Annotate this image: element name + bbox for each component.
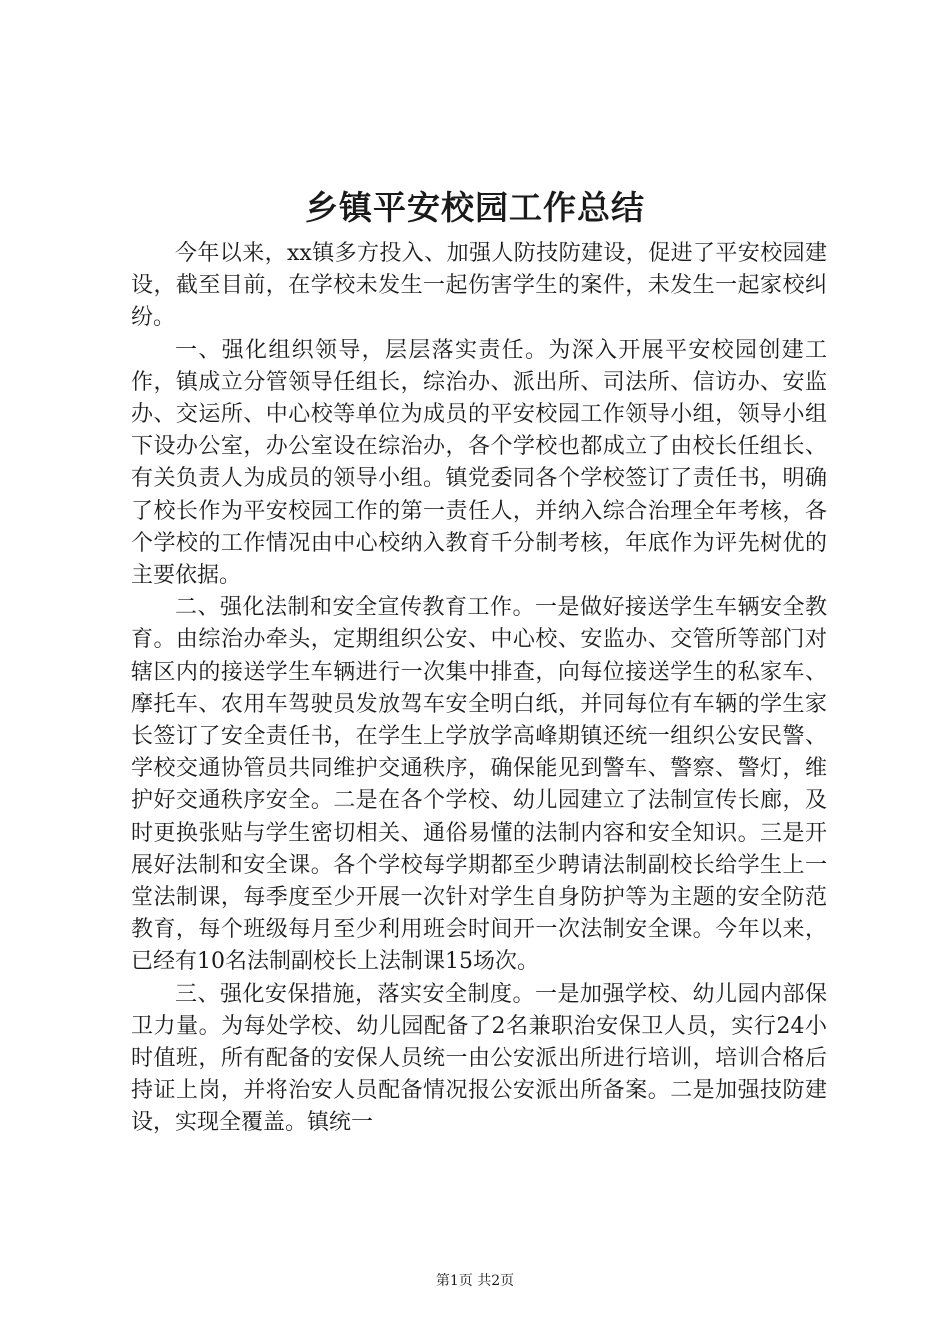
page-footer: 第1页 共2页 [435,1273,515,1289]
paragraph-section-2: 二、强化法制和安全宣传教育工作。一是做好接送学生车辆安全教育。由综治办牵头，定期组织公安、中心校、安监办、交管所等部门对辖区内的接送学生车辆进行一次集中排查，向每位接送学生的私家车、摩托车、农用车驾驶员发放驾车安全明白纸，并同每位有车辆的学生家长签订了安全责任书，在学生上学放学高峰期镇还统一组织公安民警、学校交通协管员共同维护交通秩序，确保能见到警车、警察、警灯，维护好交通秩序安全。二是在各个学校、幼儿园建立了法制宣传长廊，及时更换张贴与学生密切相关、通俗易懂的法制内容和安全知识。三是开展好法制和安全课。各个学校每学期都至少聘请法制副校长给学生上一堂法制课，每季度至少开展一次针对学生自身防护等为主题的安全防范教育，每个班级每月至少利用班会时间开一次法制安全课。今年以来，已经有10名法制副校长上法制课15场次。 [131,595,827,975]
document-body [131,238,827,1140]
paragraph-intro: 今年以来，xx镇多方投入、加强人防技防建设，促进了平安校园建设，截至目前，在学校未发生一起伤害学生的案件，未发生一起家校纠纷。 [131,241,827,331]
paragraph-section-3: 三、强化安保措施，落实安全制度。一是加强学校、幼儿园内部保卫力量。为每处学校、幼儿园配备了2名兼职治安保卫人员，实行24小时值班，所有配备的安保人员统一由公安派出所进行培训，培训合格后持证上岗，并将治安人员配备情况报公安派出所备案。二是加强技防建设，实现全覆盖。镇统一 [131,981,827,1136]
document-title: 乡镇平安校园工作总结 [305,188,645,227]
paragraph-section-1: 一、强化组织领导，层层落实责任。为深入开展平安校园创建工作，镇成立分管领导任组长，综治办、派出所、司法所、信访办、安监办、交运所、中心校等单位为成员的平安校园工作领导小组，领导小组下设办公室，办公室设在综治办，各个学校也都成立了由校长任组长、有关负责人为成员的领导小组。镇党委同各个学校签订了责任书，明确了校长作为平安校园工作的第一责任人，并纳入综合治理全年考核，各个学校的工作情况由中心校纳入教育千分制考核，年底作为评先树优的主要依据。 [131,337,827,589]
